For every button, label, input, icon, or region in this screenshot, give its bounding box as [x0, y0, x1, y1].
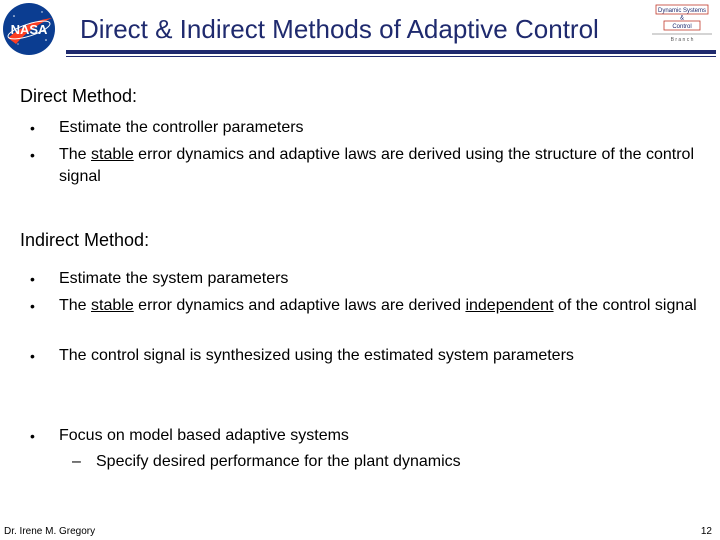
title-rule-thick: [66, 50, 716, 54]
indirect-item-3: The control signal is synthesized using the estimated system parameters: [59, 347, 574, 364]
title-rule-thin: [66, 56, 716, 57]
text-segment: The: [59, 146, 92, 163]
direct-item-2: [59, 144, 699, 188]
page-number: 12: [700, 526, 712, 537]
branch-line4: B r a n c h: [670, 37, 694, 43]
text-segment: of the control signal: [553, 297, 697, 314]
text-segment: error dynamics and adaptive laws are derived using the structure of the control signal: [59, 146, 695, 185]
branch-line3: Control: [672, 24, 692, 30]
branch-logo: [650, 4, 714, 44]
footer-author: Dr. Irene M. Gregory: [4, 526, 96, 537]
direct-heading: Direct Method:: [20, 86, 138, 106]
bullet: •: [30, 348, 35, 364]
bullet: •: [30, 120, 35, 136]
bullet: •: [30, 147, 35, 163]
direct-item-1: Estimate the controller parameters: [59, 119, 304, 136]
nasa-logo: [2, 2, 56, 56]
underlined-term: stable: [91, 146, 134, 163]
bullet: •: [30, 271, 35, 287]
branch-line2: &: [679, 15, 685, 22]
sub-bullet-dash: –: [72, 453, 81, 470]
indirect-item-2: [59, 295, 699, 317]
underlined-term: independent: [465, 297, 554, 314]
bullet: •: [30, 428, 35, 444]
focus-sub-item: Specify desired performance for the plant dynamics: [96, 453, 461, 470]
slide-title: Direct & Indirect Methods of Adaptive Control: [80, 14, 599, 44]
branch-line1: Dynamic Systems: [657, 8, 707, 14]
focus-item: Focus on model based adaptive systems: [59, 427, 349, 444]
indirect-heading: Indirect Method:: [20, 230, 150, 250]
bullet: •: [30, 298, 35, 314]
underlined-term: stable: [91, 297, 134, 314]
text-segment: The: [59, 297, 92, 314]
nasa-logo-text: NASA: [10, 22, 48, 37]
indirect-item-1: Estimate the system parameters: [59, 270, 289, 287]
text-segment: error dynamics and adaptive laws are derived: [133, 297, 466, 314]
